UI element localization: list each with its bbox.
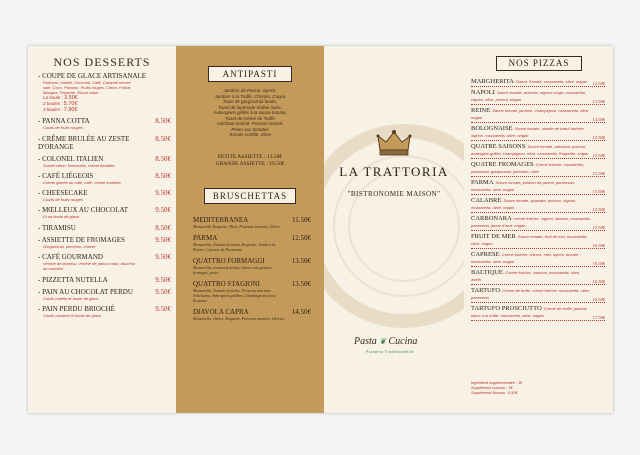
pizza-item	[471, 233, 605, 249]
dessert-item	[38, 288, 171, 301]
pizza-name: FRUIT DE MER	[471, 233, 516, 240]
coupe-option: 3 boules : 7.90€	[43, 107, 78, 113]
pizza-price: 15.50€	[592, 225, 605, 230]
dessert-item	[38, 117, 171, 130]
antipasti-panel	[176, 46, 324, 413]
pizza-divider	[471, 194, 605, 195]
pizza-name: CALABRE	[471, 197, 502, 204]
dessert-price: 8.50€	[155, 172, 171, 180]
pizza-desc: : Sauce tomate, anchois, oignon rouge, mozzarella, câpres, olive, piment, origan	[471, 90, 587, 102]
bruschettas-title: BRUSCHETTAS	[212, 191, 288, 201]
pizza-desc: : Sauce tomate, fruit de mer, mozzarella, olive, origan	[471, 234, 588, 246]
bruschetta-name: MEDITERRANEA	[193, 216, 249, 224]
pizza-price: 15.50€	[592, 171, 605, 176]
antipasti-title: ANTIPASTI	[222, 69, 278, 79]
dessert-items	[38, 117, 171, 318]
pizza-name: TARTUFO	[471, 287, 501, 294]
dessert-price: 8.50€	[155, 117, 171, 125]
pizza-divider	[471, 302, 605, 303]
pizza-divider	[471, 284, 605, 285]
dessert-item	[38, 305, 171, 318]
logo-word-1: Pasta	[354, 336, 377, 347]
dessert-name: - PANNA COTTA	[38, 117, 90, 125]
pizza-divider	[471, 320, 605, 321]
dessert-desc: Gorgonzola, pecorino, chèvre	[43, 244, 96, 249]
bruschetta-desc: Mozzarella, Roquette, Thon, Poivrons marinés, Olives	[193, 224, 280, 229]
pizza-desc: : Crème de truffe, jambon blanc à la truffe, mozzarella, olive, origan	[471, 306, 588, 318]
pizza-name: PARMA	[471, 179, 494, 186]
desserts-panel	[28, 46, 176, 413]
dessert-desc: Crème glacée au café, café, crème fouettée	[43, 180, 121, 185]
pizza-name: QUATRE FROMAGES	[471, 161, 534, 168]
dessert-price: 8.50€	[155, 135, 171, 143]
pizza-price: 16.50€	[592, 243, 605, 248]
dessert-price: 8.50€	[155, 155, 171, 163]
restaurant-name: LA TRATTORIA	[339, 164, 449, 179]
pizza-item	[471, 179, 605, 195]
bruschetta-price: 13.50€	[291, 280, 311, 288]
logo-leaf-icon: ❦	[379, 337, 386, 346]
pizza-item	[471, 89, 605, 105]
pizza-item	[471, 251, 605, 267]
pizza-item	[471, 197, 605, 213]
pizza-item	[471, 215, 605, 231]
pizza-divider	[471, 140, 605, 141]
bruschetta-price: 12.50€	[291, 234, 311, 242]
dessert-desc: Coulis nutella et boule de glace	[43, 296, 99, 301]
antipasti-line: Toast de crème de Truffe	[225, 115, 275, 121]
antipasti-line: Jambon de Parme, Speck,	[223, 88, 277, 93]
pizza-price: 15.50€	[592, 135, 605, 140]
pizzas-panel	[464, 46, 613, 413]
dessert-item	[38, 155, 171, 168]
pizza-divider	[471, 212, 605, 213]
pizza-line	[471, 89, 605, 103]
pizza-divider	[471, 266, 605, 267]
desserts-list	[38, 72, 171, 318]
bruschetta-name: QUATTRO STAGIONI	[193, 280, 260, 288]
dessert-price: 9.50€	[155, 288, 171, 296]
pizza-line	[471, 269, 605, 283]
dessert-name: - MŒLLEUX AU CHOCOLAT	[38, 206, 129, 214]
pizza-name: REINE	[471, 107, 491, 114]
pizzas-title: NOS PIZZAS	[508, 58, 570, 68]
bruschetta-name: QUATTRO FORMAGGI	[193, 257, 265, 265]
dessert-name: - CHEESECAKE	[38, 189, 88, 197]
pizza-price: 15.50€	[592, 207, 605, 212]
pizza-price: 15.50€	[592, 189, 605, 194]
dessert-price: 8.50€	[155, 224, 171, 232]
pizza-desc: : Sauce tomate, jambon de parme, parmesan, mozzarella, olive, origan	[471, 180, 575, 192]
pizza-name: MARGHERITA	[471, 78, 514, 85]
pizza-desc: : Sauce tomate, artichaut, poivron, aubergine grillée, champignon, olive, mozzarella, Roquette, origan	[471, 144, 589, 156]
pizza-extra-line: Ingrédient supplémentaire : 1€	[471, 381, 523, 385]
pizza-line	[471, 197, 605, 211]
antipasti-title-box	[208, 66, 292, 82]
pizza-desc: : Sauce tomate, spianata, poivron, oignon, mozzarella, olive, origan	[471, 198, 577, 210]
pizzas-title-box	[496, 56, 582, 71]
menu-sheet	[28, 46, 613, 413]
dessert-item	[38, 135, 171, 151]
dessert-name: - CRÊME BRULÉE AU ZESTE D'ORANGE	[38, 135, 130, 151]
bruschetta-desc: Mozzarella, tomates fraiches, chèvre aux graines, fromages, pesto	[193, 265, 273, 275]
antipasti-line: Aubergines grillés à la sauce tomate,	[213, 110, 287, 115]
pizza-price: 17.50€	[592, 315, 605, 320]
pizza-line	[471, 125, 605, 139]
dessert-price: 9.50€	[155, 276, 171, 284]
pizza-name: BALTIQUE	[471, 269, 503, 276]
dessert-desc: Et sa boule de glace	[43, 214, 80, 219]
coupe-name: - COUPE DE GLACE ARTISANALE	[38, 72, 147, 80]
dessert-price: 9.50€	[155, 305, 171, 313]
pizza-line	[471, 107, 605, 121]
pizza-desc: : Crème fraîche, mozzarella, parmesan, gorgonzola, pecorino, olive	[471, 162, 584, 174]
pizza-item	[471, 107, 605, 123]
bruschetta-item	[193, 234, 311, 252]
pizza-line	[471, 215, 605, 229]
pizza-desc: : crème fraîche, oignon, lardons, mozzarella, parmesan, jaune d'œuf, origan	[471, 216, 591, 228]
dessert-price: 9.50€	[155, 253, 171, 261]
pizza-item	[471, 287, 605, 303]
dessert-name: - CAFÉ LIÉGEOIS	[38, 172, 94, 180]
pizza-line	[471, 143, 605, 157]
antipasti-small-price: PETITE ASSIETTE : 13.50€	[217, 154, 283, 160]
dessert-desc: Coulis de fruits rouges	[43, 125, 83, 130]
antipasti-large-price: GRANDE ASSIETTE : 19.50€	[215, 161, 285, 167]
dessert-item	[38, 253, 171, 271]
dessert-price: 9.50€	[155, 236, 171, 244]
pizza-name: BOLOGNAISE	[471, 125, 513, 132]
dessert-desc: Verrine de tiramisu, verrine de panna cotta, douceur du moment	[43, 261, 136, 271]
pizzas-list	[471, 78, 605, 323]
dessert-item	[38, 206, 171, 219]
bruschetta-price: 13.50€	[291, 257, 311, 265]
bruschetta-item	[193, 308, 311, 321]
pizza-price: 13.50€	[592, 99, 605, 104]
pizza-price: 16.50€	[592, 279, 605, 284]
antipasti-lines	[182, 88, 318, 138]
dessert-name: - PIZZETTA NUTELLA	[38, 276, 108, 284]
pizza-divider	[471, 248, 605, 249]
pizza-price: 15.50€	[592, 153, 605, 158]
antipasti-line: Artichaut mariné, Poivron mariné,	[216, 121, 284, 126]
bruschettas-title-box	[204, 188, 296, 204]
logo-word-2: Cucina	[388, 336, 418, 347]
pizza-divider	[471, 176, 605, 177]
pizza-price: 14.50€	[592, 117, 605, 122]
dessert-item	[38, 172, 171, 185]
dessert-name: - TIRAMISU	[38, 224, 76, 232]
dessert-name: - PAIN AU CHOCOLAT PERDU	[38, 288, 133, 296]
pizza-line	[471, 78, 605, 85]
pizza-price: 16.50€	[592, 297, 605, 302]
dessert-name: - CAFÉ GOURMAND	[38, 253, 103, 261]
bruschetta-price: 14.50€	[291, 308, 311, 316]
pizza-price: 12.50€	[592, 81, 605, 86]
pizza-extra-line: Supplément cuisson : 3€	[471, 385, 513, 390]
pizza-name: NAPOLI	[471, 89, 495, 96]
crown-icon	[376, 128, 412, 158]
pizza-line	[471, 287, 605, 301]
bruschetta-name: PARMA	[193, 234, 218, 242]
dessert-item	[38, 236, 171, 249]
restaurant-tagline: "BISTRONOMIE MAISON"	[347, 190, 441, 198]
pizza-divider	[471, 104, 605, 105]
antipasti-line: Pesto aux tomates	[231, 126, 269, 132]
dessert-price: 9.50€	[155, 189, 171, 197]
pizza-item	[471, 305, 605, 321]
dessert-item	[38, 189, 171, 202]
pizzas-extras	[471, 381, 605, 395]
pizza-item	[471, 161, 605, 177]
bruschetta-desc: Mozzarella, Tomates fraiches, Poivrons marinés, Artichauts, Aubergines grillées, Champignons frais, Roquette	[193, 288, 277, 303]
pizza-name: CARBONARA	[471, 215, 512, 222]
bruschetta-price: 11.50€	[292, 216, 311, 224]
pizza-name: CAPRESE	[471, 251, 500, 258]
pizza-divider	[471, 86, 605, 87]
pizza-desc: : Crème de truffe, crème fraîche, mozzarella, olive, parmesan	[471, 288, 590, 300]
dessert-desc: Sorbet citron, limoncello, crème fouettée	[43, 163, 115, 168]
pizza-line	[471, 233, 605, 247]
pizza-item	[471, 125, 605, 141]
pizza-name: QUATRE SAISONS	[471, 143, 526, 150]
pizza-desc: : Sauce Tomate, mozzarella, olive, origan	[513, 79, 588, 84]
logo-subtitle: Pizzeria Traditionnelle	[366, 350, 415, 354]
coupe-option: La boule : 3.50€	[43, 95, 78, 101]
bruschetta-item	[193, 257, 311, 275]
bruschetta-item	[193, 216, 311, 229]
dessert-desc: Coulis caramel et boule de glace	[43, 313, 102, 318]
pizza-item	[471, 143, 605, 159]
pizza-desc: : Sauce tomate, viande de bœuf hachée, oignon, mozzarella, olive, origan	[471, 126, 585, 138]
dessert-name: - ASSIETTE DE FROMAGES	[38, 236, 125, 244]
coupe-item	[38, 72, 171, 113]
dessert-name: - PAIN PERDU BRIOCHÉ	[38, 305, 115, 313]
pizza-desc: : Crème fraîche, chèvre, miel, speck, tomate, mozzarella, olive, origan	[471, 252, 580, 264]
coupe-option: 2 boules : 5.70€	[43, 101, 78, 107]
antipasti-line: Toast de gorgonzola fondu,	[222, 99, 278, 104]
pizza-desc: : Sauce tomate, jambon, champignon, mozzarella, olive, origan	[471, 108, 590, 120]
pizza-item	[471, 78, 605, 87]
pizza-divider	[471, 158, 605, 159]
pizza-divider	[471, 122, 605, 123]
dessert-item	[38, 224, 171, 232]
dessert-item	[38, 276, 171, 284]
pizza-line	[471, 161, 605, 175]
antipasti-line: Toast de tapenade d'olive noire,	[218, 104, 282, 110]
pizza-price: 16.50€	[592, 261, 605, 266]
bruschettas-list	[193, 216, 311, 326]
pizza-name: TARTUFO PROSCIUTTO	[471, 305, 542, 312]
pizza-line	[471, 179, 605, 193]
logo-text	[354, 336, 454, 347]
bruschetta-name: DIAVOLA CAPRA	[193, 308, 249, 316]
desserts-title: NOS DESSERTS	[53, 55, 151, 69]
brand-panel	[324, 46, 464, 413]
dessert-price: 9.50€	[155, 206, 171, 214]
pizza-desc: : Crème fraîche, saumon, mozzarella, olive, aneth	[471, 270, 581, 282]
dessert-name: - COLONEL ITALIEN	[38, 155, 104, 163]
pizza-line	[471, 305, 605, 319]
coupe-desc: Parfums: Vanille, Chocolat, Café, Caramel beurre salé, Coco, Passion, Fruits rouges, Citron, Fraise, Mangue, Pistache, Rhum raisin	[43, 80, 132, 95]
bruschetta-item	[193, 280, 311, 303]
pizza-line	[471, 251, 605, 265]
bruschetta-desc: Mozzarella, Tomates fraiches, Roquette, Jambon de Parme, Copeaux de Parmesan	[193, 242, 276, 252]
dessert-desc: Coulis de fruits rouges	[43, 197, 83, 202]
antipasti-line: Tomate confite, Olive	[228, 132, 272, 137]
antipasti-line: Jambon à la Truffe, Chorizo, Coppa	[214, 93, 286, 99]
pizza-item	[471, 269, 605, 285]
bruschetta-desc: Mozzarella, chèvre, Roquette, Poivrons marinés, Chorizo	[193, 316, 285, 321]
pizza-extra-line: Supplément Burrata : 5.50€	[471, 390, 518, 395]
pizza-divider	[471, 230, 605, 231]
